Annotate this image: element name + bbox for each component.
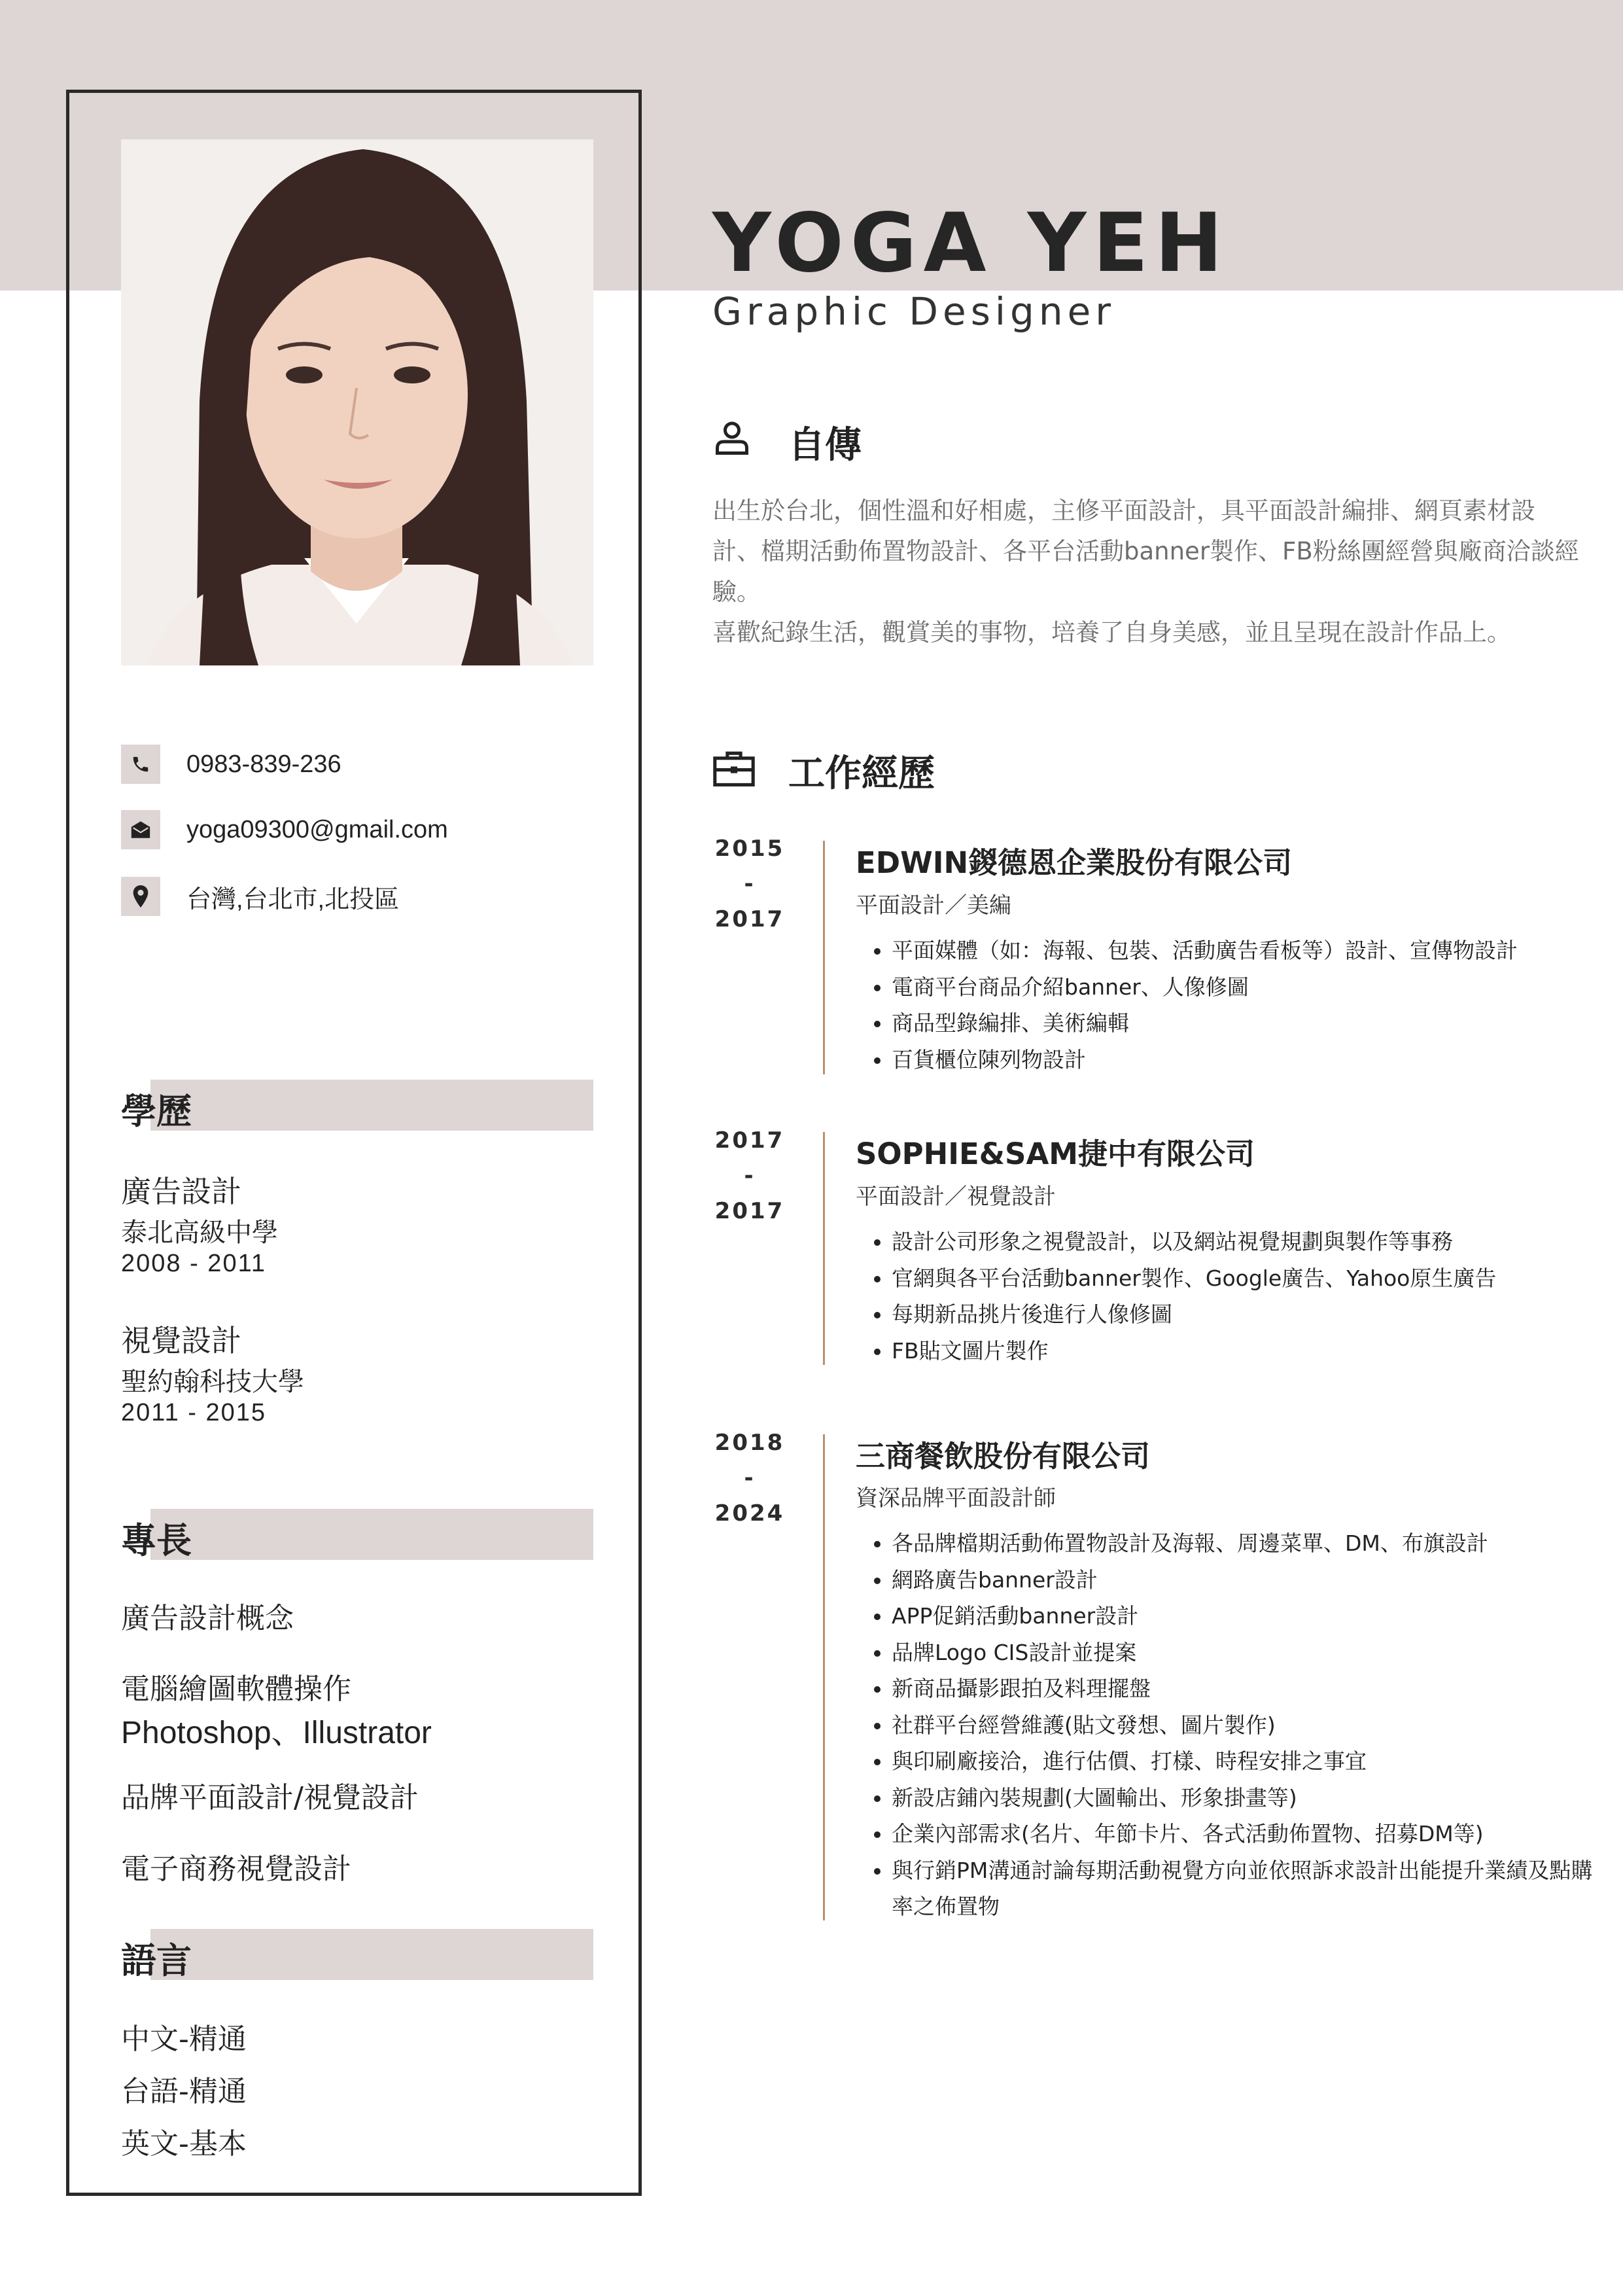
job-end-year: 2024 xyxy=(714,1500,785,1527)
language-item: 台語-精通 xyxy=(121,2075,247,2108)
timeline-line xyxy=(823,1434,825,1920)
contact-phone xyxy=(121,745,341,784)
job-title: Graphic Designer xyxy=(712,289,1116,334)
skill-item: 廣告設計概念 xyxy=(121,1602,294,1635)
job-duty: • 商品型錄編排、美術編輯 xyxy=(892,1005,1623,1042)
job-company: 三商餐飲股份有限公司 xyxy=(856,1439,1151,1474)
job-duties xyxy=(856,1525,1611,1925)
job-end-year: 2017 xyxy=(714,1198,785,1224)
contact-email xyxy=(121,810,448,849)
about-heading: 自傳 xyxy=(788,424,862,467)
job-role: 平面設計／視覺設計 xyxy=(856,1184,1056,1210)
job-duty: • 與印刷廠接洽，進行估價、打樣、時程安排之事宜 xyxy=(892,1743,1611,1780)
job-duty: • 企業內部需求(名片、年節卡片、各式活動佈置物、招募DM等) xyxy=(892,1816,1611,1852)
job-company: EDWIN鍐德恩企業股份有限公司 xyxy=(856,845,1293,880)
profile-photo xyxy=(121,139,593,665)
job-end-year: 2017 xyxy=(714,906,785,932)
job-role: 資深品牌平面設計師 xyxy=(856,1485,1056,1511)
education-major: 廣告設計 xyxy=(121,1174,241,1209)
email-text: yoga09300@gmail.com xyxy=(186,815,448,843)
education-header-bar xyxy=(150,1080,593,1131)
job-duty: • 與行銷PM溝通討論每期活動視覺方向並依照訴求設計出能提升業績及點購率之佈置物 xyxy=(892,1852,1611,1925)
job-year-separator: - xyxy=(744,871,756,897)
job-duty: • 平面媒體（如：海報、包裝、活動廣告看板等）設計、宣傳物設計 xyxy=(892,932,1623,969)
job-duty: • 新設店鋪內裝規劃(大圖輸出、形象掛畫等) xyxy=(892,1780,1611,1816)
skill-item: 品牌平面設計/視覺設計 xyxy=(121,1781,419,1814)
person-icon xyxy=(712,419,752,461)
about-paragraph: 出生於台北，個性溫和好相處，主修平面設計，具平面設計編排、網頁素材設計、檔期活動佈置物設計、各平台活動banner製作、FB粉絲團經營與廠商洽談經驗。 xyxy=(712,497,1579,606)
briefcase-icon xyxy=(712,748,756,791)
about-paragraph: 喜歡紀錄生活，觀賞美的事物，培養了自身美感，並且呈現在設計作品上。 xyxy=(712,618,1511,646)
job-start-year: 2017 xyxy=(714,1127,785,1154)
languages-header xyxy=(121,1929,593,1980)
job-duty: • 百貨櫃位陳列物設計 xyxy=(892,1042,1623,1078)
phone-text: 0983-839-236 xyxy=(186,750,341,778)
email-icon xyxy=(121,810,160,849)
languages-header-bar xyxy=(150,1929,593,1980)
skill-item: 電腦繪圖軟體操作 xyxy=(121,1672,351,1706)
timeline-line xyxy=(823,1132,825,1365)
education-header xyxy=(121,1080,593,1131)
job-duty: • 品牌Logo CIS設計並提案 xyxy=(892,1634,1611,1671)
education-school: 泰北高級中學 xyxy=(121,1218,278,1248)
education-years: 2011 - 2015 xyxy=(121,1399,267,1426)
skill-item: Photoshop、Illustrator xyxy=(121,1716,432,1750)
skills-header-bar xyxy=(150,1509,593,1560)
job-duty: • 網路廣告banner設計 xyxy=(892,1562,1611,1598)
job-start-year: 2015 xyxy=(714,836,785,862)
skills-header xyxy=(121,1509,593,1560)
job-duty: • 社群平台經營維護(貼文發想、圖片製作) xyxy=(892,1707,1611,1744)
job-duty: • 各品牌檔期活動佈置物設計及海報、周邊菜單、DM、布旗設計 xyxy=(892,1525,1611,1562)
job-company: SOPHIE&SAM捷中有限公司 xyxy=(856,1137,1255,1171)
job-duty: • 官網與各平台活動banner製作、Google廣告、Yahoo原生廣告 xyxy=(892,1260,1623,1297)
skill-item: 電子商務視覺設計 xyxy=(121,1852,351,1886)
job-duty: • 每期新品挑片後進行人像修圖 xyxy=(892,1296,1623,1333)
job-years xyxy=(713,1123,786,1229)
job-year-separator: - xyxy=(744,1163,756,1189)
timeline-line xyxy=(823,841,825,1074)
language-item: 中文-精通 xyxy=(121,2022,247,2056)
about-text xyxy=(712,491,1582,653)
job-role: 平面設計／美編 xyxy=(856,892,1011,919)
job-duties xyxy=(856,932,1623,1078)
job-years xyxy=(713,831,786,937)
job-years xyxy=(713,1425,786,1531)
experience-heading: 工作經歷 xyxy=(788,752,935,795)
job-start-year: 2018 xyxy=(714,1430,785,1456)
education-major: 視覺設計 xyxy=(121,1323,241,1358)
education-heading: 學歷 xyxy=(121,1091,192,1132)
job-duty: • 電商平台商品介紹banner、人像修圖 xyxy=(892,969,1623,1006)
location-icon xyxy=(121,877,160,916)
languages-heading: 語言 xyxy=(121,1940,192,1981)
job-year-separator: - xyxy=(744,1465,756,1491)
education-school: 聖約翰科技大學 xyxy=(121,1367,304,1397)
contact-address xyxy=(121,877,399,916)
education-years: 2008 - 2011 xyxy=(121,1250,267,1277)
phone-icon xyxy=(121,745,160,784)
job-duty: • 設計公司形象之視覺設計，以及網站視覺規劃與製作等事務 xyxy=(892,1224,1623,1260)
job-duty: • FB貼文圖片製作 xyxy=(892,1333,1623,1369)
job-duties xyxy=(856,1224,1623,1369)
skills-heading: 專長 xyxy=(121,1520,192,1561)
job-duty: • 新商品攝影跟拍及料理擺盤 xyxy=(892,1670,1611,1707)
person-name: YOGA YEH xyxy=(712,196,1229,291)
job-duty: • APP促銷活動banner設計 xyxy=(892,1598,1611,1634)
address-text: 台灣,台北市,北投區 xyxy=(186,885,400,913)
language-item: 英文-基本 xyxy=(121,2127,247,2161)
